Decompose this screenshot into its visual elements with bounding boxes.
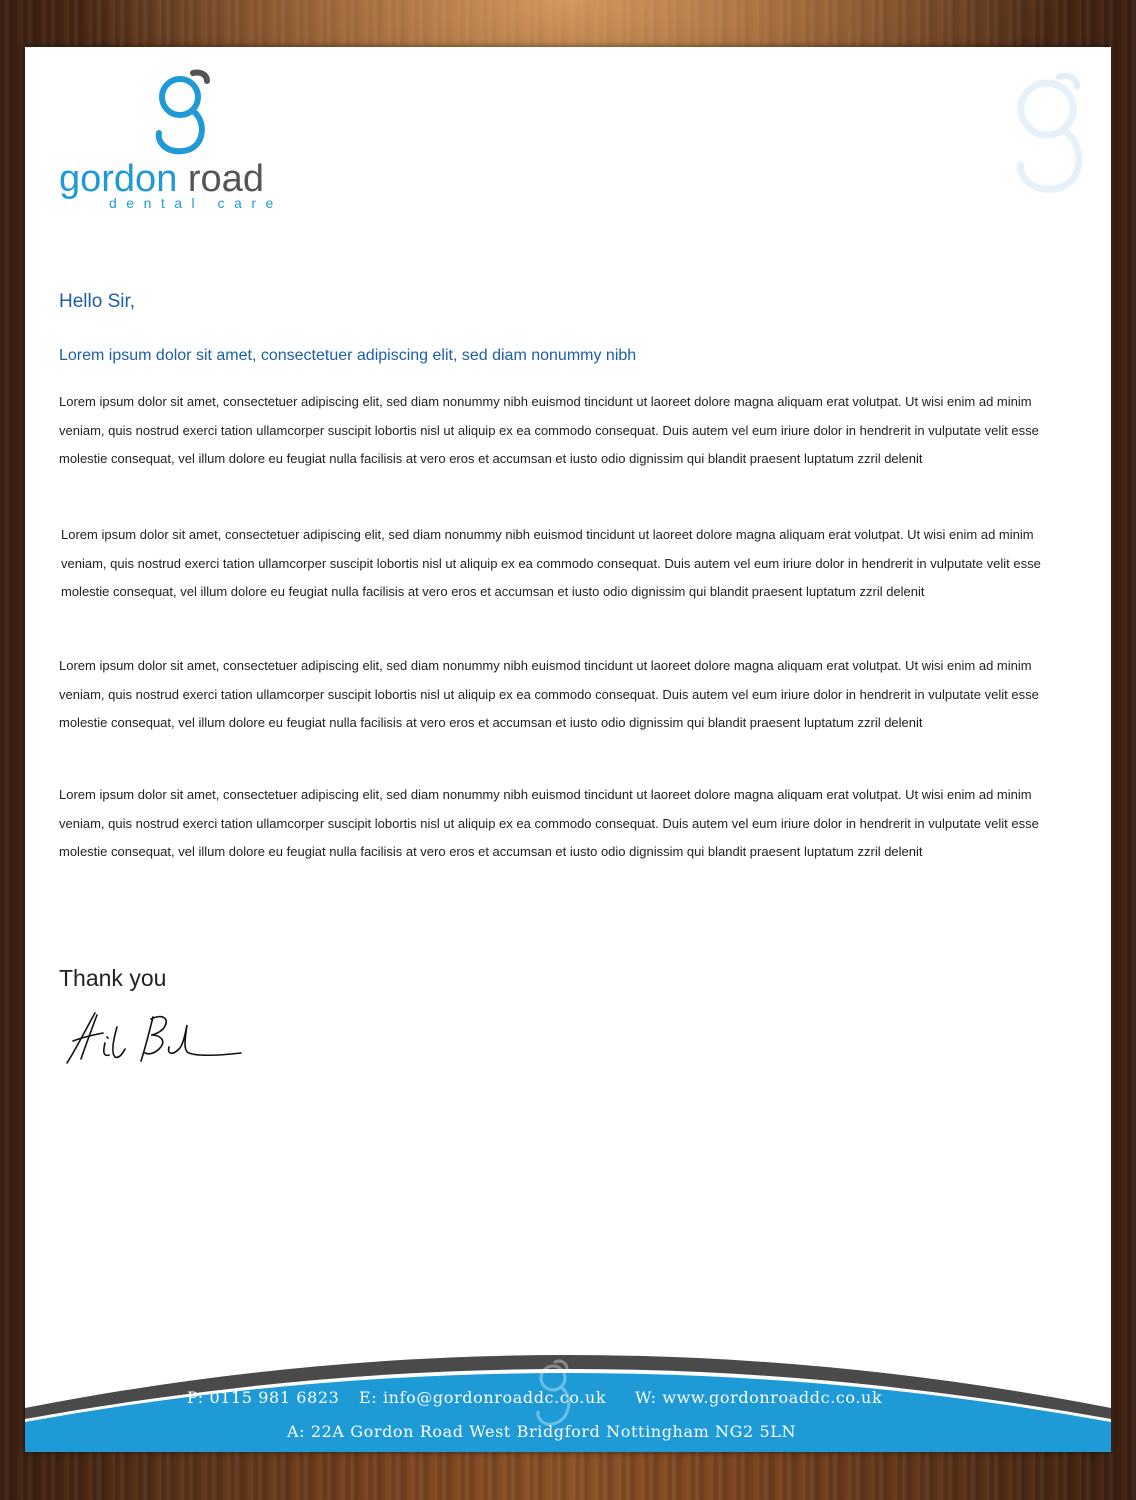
letterhead-page [25,47,1111,1452]
body-paragraph-1: Lorem ipsum dolor sit amet, consectetuer adipiscing elit, sed diam nonummy nibh euismod tincidunt ut laoreet dolore magna aliquam erat volutpat. Ut wisi enim ad minim veniam, quis nostrud exerci tation ullamcorper suscipit lobortis nisl ut aliquip ex ea commodo consequat. Duis autem vel eum iriure dolor in hendrerit in vulputate velit esse molestie consequat, vel illum dolore eu feugiat nulla facilisis at vero eros et accumsan et iusto odio dignissim qui blandit praesent luptatum zzril delenit [59,394,1039,467]
letter-subheading: Lorem ipsum dolor sit amet, consectetuer adipiscing elit, sed diam nonummy nibh [59,347,637,364]
footer-website: W: www.gordonroaddc.co.uk [635,1388,883,1407]
body-paragraph-2: Lorem ipsum dolor sit amet, consectetuer adipiscing elit, sed diam nonummy nibh euismod tincidunt ut laoreet dolore magna aliquam erat volutpat. Ut wisi enim ad minim veniam, quis nostrud exerci tation ullamcorper suscipit lobortis nisl ut aliquip ex ea commodo consequat. Duis autem vel eum iriure dolor in hendrerit in vulputate velit esse molestie consequat, vel illum dolore eu feugiat nulla facilisis at vero eros et accumsan et iusto odio dignissim qui blandit praesent luptatum zzril delenit [61,527,1041,600]
letter-footer [25,1332,1111,1452]
signature-icon [63,1007,243,1071]
footer-phone: P: 0115 981 6823 [187,1388,340,1407]
g-watermark-icon [1011,69,1091,199]
letter-greeting: Hello Sir, [59,291,136,312]
body-paragraph-4: Lorem ipsum dolor sit amet, consectetuer adipiscing elit, sed diam nonummy nibh euismod tincidunt ut laoreet dolore magna aliquam erat volutpat. Ut wisi enim ad minim veniam, quis nostrud exerci tation ullamcorper suscipit lobortis nisl ut aliquip ex ea commodo consequat. Duis autem vel eum iriure dolor in hendrerit in vulputate velit esse molestie consequat, vel illum dolore eu feugiat nulla facilisis at vero eros et accumsan et iusto odio dignissim qui blandit praesent luptatum zzril delenit [59,787,1039,860]
letter-closing: Thank you [59,965,167,991]
footer-address: A: 22A Gordon Road West Bridgford Nottingham NG2 5LN [287,1422,797,1441]
brand-name-part1: gordon [59,158,178,200]
brand-name-part2: road [187,158,264,200]
footer-email: E: info@gordonroaddc.co.uk [359,1388,607,1407]
brand-subtitle: dental care [109,195,283,211]
brand-logo [59,69,299,214]
body-paragraph-3: Lorem ipsum dolor sit amet, consectetuer adipiscing elit, sed diam nonummy nibh euismod tincidunt ut laoreet dolore magna aliquam erat volutpat. Ut wisi enim ad minim veniam, quis nostrud exerci tation ullamcorper suscipit lobortis nisl ut aliquip ex ea commodo consequat. Duis autem vel eum iriure dolor in hendrerit in vulputate velit esse molestie consequat, vel illum dolore eu feugiat nulla facilisis at vero eros et accumsan et iusto odio dignissim qui blandit praesent luptatum zzril delenit [59,658,1039,731]
g-tooth-logo-icon [149,69,219,161]
